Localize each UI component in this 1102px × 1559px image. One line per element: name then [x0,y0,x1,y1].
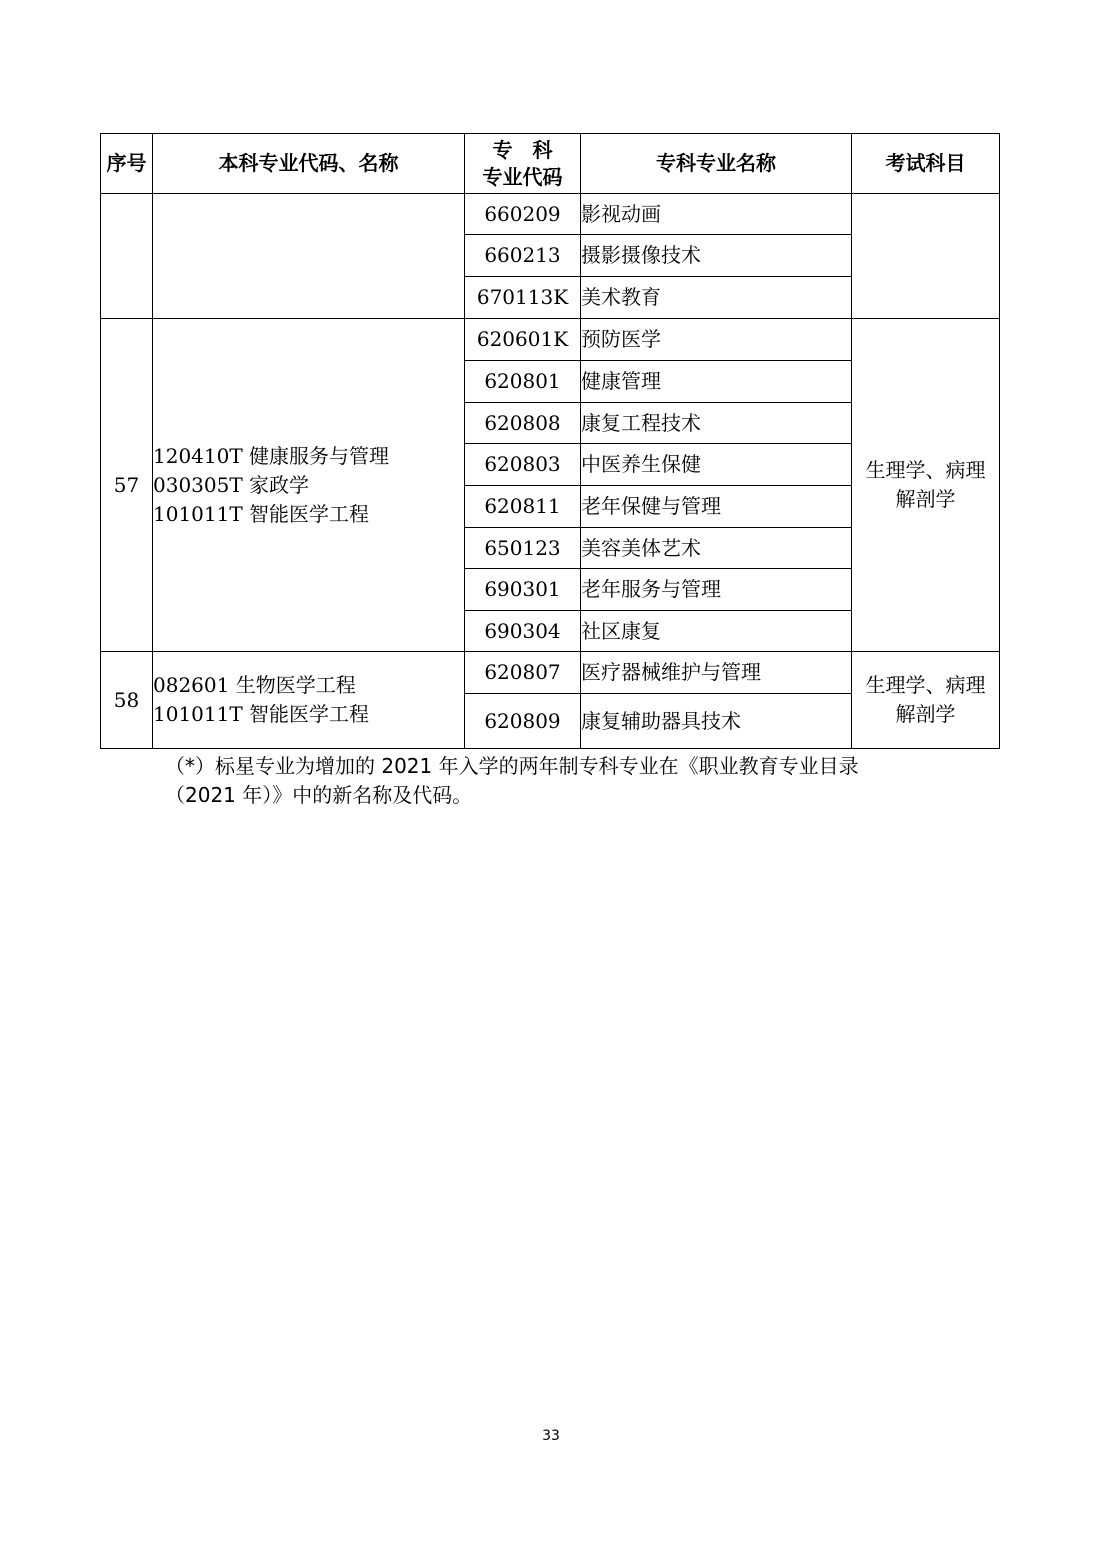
table-row [101,319,1000,361]
exam-line: 解剖学 [895,702,956,726]
row-code: 620601K [465,319,581,361]
row-name: 摄影摄像技术 [581,235,852,277]
footnote-line: （2021 年）》中的新名称及代码。 [165,783,473,807]
row-code: 690301 [465,569,581,611]
row-code: 660213 [465,235,581,277]
header-seq: 序号 [101,134,153,194]
row-name: 医疗器械维护与管理 [581,652,852,694]
row-code: 620807 [465,652,581,694]
row-name: 老年保健与管理 [581,486,852,528]
page-number: 33 [542,1428,560,1444]
table-row [101,194,1000,235]
row-name: 康复工程技术 [581,403,852,444]
row-code: 690304 [465,611,581,652]
group2-bk [153,652,465,749]
row-name: 老年服务与管理 [581,569,852,611]
row-code: 650123 [465,528,581,569]
bk-line: 101011T 智能医学工程 [153,501,370,526]
group0-bk [153,194,465,319]
header-code-line2: 专业代码 [482,164,563,189]
row-name: 影视动画 [581,194,852,235]
exam-line: 解剖学 [895,487,956,511]
header-exam: 考试科目 [852,134,1000,194]
row-name: 预防医学 [581,319,852,361]
row-name: 中医养生保健 [581,444,852,486]
row-name: 美容美体艺术 [581,528,852,569]
footnote-line: （*）标星专业为增加的 2021 年入学的两年制专科专业在《职业教育专业目录 [165,754,859,778]
header-code-line1: 专 科 [492,137,553,162]
bk-line: 082601 生物医学工程 [153,673,356,697]
row-name: 美术教育 [581,277,852,319]
bk-line: 101011T 智能医学工程 [153,702,370,726]
group1-bk [153,319,465,652]
row-name: 健康管理 [581,361,852,403]
row-code: 660209 [465,194,581,235]
exam-line: 生理学、病理 [865,458,986,482]
row-code: 620801 [465,361,581,403]
row-code: 620803 [465,444,581,486]
group2-exam [852,652,1000,749]
group1-exam [852,319,1000,652]
major-table [100,133,1000,749]
row-code: 670113K [465,277,581,319]
header-bk: 本科专业代码、名称 [153,134,465,194]
header-name: 专科专业名称 [581,134,852,194]
group0-exam [852,194,1000,319]
group0-seq [101,194,153,319]
exam-line: 生理学、病理 [865,673,986,697]
group1-seq: 57 [101,319,153,652]
bk-line: 120410T 健康服务与管理 [153,443,390,468]
row-code: 620811 [465,486,581,528]
row-name: 康复辅助器具技术 [581,694,852,749]
row-name: 社区康复 [581,611,852,652]
table-header-row [101,134,1000,194]
row-code: 620809 [465,694,581,749]
header-code [465,134,581,194]
row-code: 620808 [465,403,581,444]
footnote [165,752,965,810]
table-row [101,652,1000,694]
bk-line: 030305T 家政学 [153,472,310,497]
group2-seq: 58 [101,652,153,749]
